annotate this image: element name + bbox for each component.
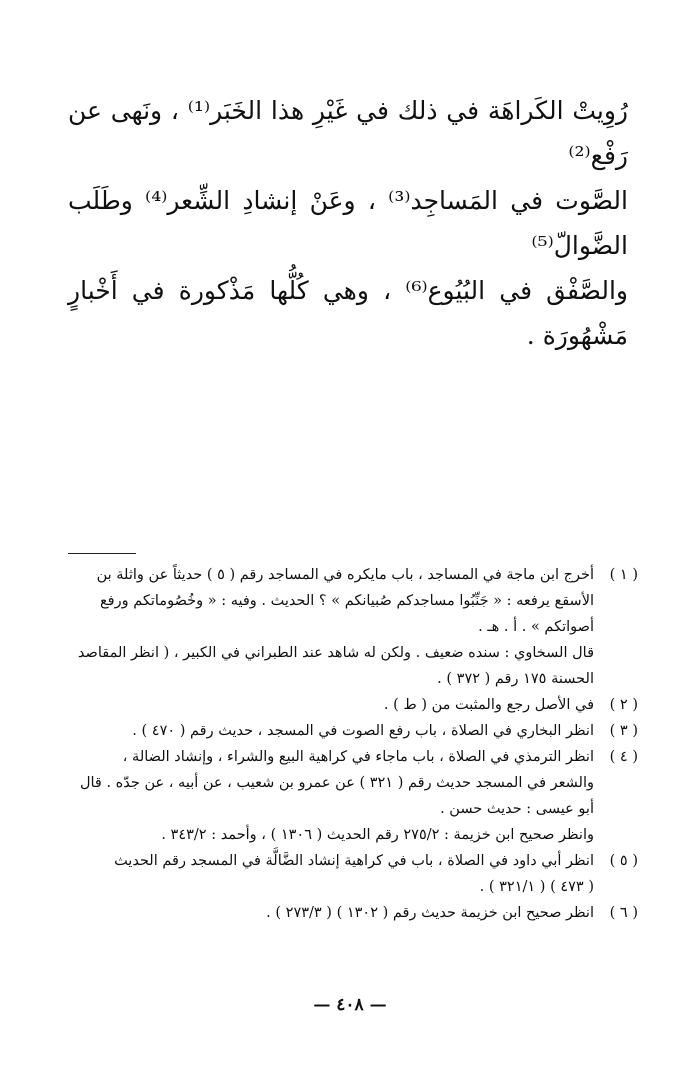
footnote-line: انظر البخاري في الصلاة ، باب رفع الصوت في المسجد ، حديث رقم ( ٤٧٠ ) . bbox=[132, 723, 594, 739]
page-number: — ٤٠٨ — bbox=[313, 995, 387, 1015]
footnote-line: انظر الترمذي في الصلاة ، باب ماجاء في كراهية البيع والشراء ، وإنشاد الضالة ، bbox=[122, 749, 594, 765]
footnote-body bbox=[52, 900, 594, 926]
main-text-line: رُوِيتْ الكَراهَة في ذلك في غَيْرِ هذا الخَبَر⁽¹⁾ ، ونَهى عن رَفْع⁽²⁾ bbox=[68, 96, 629, 170]
main-text bbox=[68, 88, 628, 358]
footnote-line: أخرج ابن ماجة في المساجد ، باب مايكره في المساجد رقم ( ٥ ) حديثاً عن واثلة بن bbox=[96, 567, 594, 583]
footnote-2 bbox=[52, 692, 638, 718]
footnote-line: انظر صحيح ابن خزيمة حديث رقم ( ١٣٠٢ ) ( ٢٧٣/٣ ) . bbox=[266, 905, 594, 921]
footnote-line: أبو عيسى : حديث حسن . bbox=[440, 801, 594, 817]
main-text-line: والصَّفْق في البُيُوع⁽⁶⁾ ، وهي كُلُّها مَذْكورة في أَخْبارٍ مَشْهُورَة . bbox=[68, 276, 628, 350]
footnote-body bbox=[52, 692, 594, 718]
main-text-line: الصَّوت في المَساجِد⁽³⁾ ، وعَنْ إنشادِ الشِّعر⁽⁴⁾ وطَلَب الضَّوالّ⁽⁵⁾ bbox=[68, 186, 628, 260]
footnote-number: ( ٦ ) bbox=[609, 905, 638, 921]
footnote-number: ( ١ ) bbox=[609, 567, 638, 583]
footnote-line: الحسنة ١٧٥ رقم ( ٣٧٢ ) . bbox=[437, 671, 594, 687]
footnote-line: في الأصل رجع والمثبت من ( ط ) . bbox=[383, 697, 594, 713]
footnote-line: ( ٤٧٣ ) ( ٣٢١/١ ) . bbox=[479, 879, 594, 895]
footnote-1 bbox=[52, 562, 638, 692]
footnote-line: قال السخاوي : سنده ضعيف . ولكن له شاهد عند الطبراني في الكبير ، ( انظر المقاصد bbox=[77, 645, 594, 661]
footnote-body bbox=[52, 718, 594, 744]
footnote-number: ( ٥ ) bbox=[609, 853, 638, 869]
footnote-number: ( ٢ ) bbox=[609, 697, 638, 713]
footnote-line: والشعر في المسجد حديث رقم ( ٣٢١ ) عن عمرو بن شعيب ، عن أبيه ، عن جدّه . قال bbox=[79, 775, 594, 791]
footnote-line: الأسقع يرفعه : « جَنِّبُوا مساجدكم صُبيانكم » ؟ الحديث . وفيه : « وخُصُوماتكم ورفع bbox=[99, 593, 594, 609]
footnote-line: أصواتكم » . أ . هـ . bbox=[478, 619, 594, 635]
footnote-line: وانظر صحيح ابن خزيمة : ٢٧٥/٢ رقم الحديث ( ١٣٠٦ ) ، وأحمد : ٣٤٣/٢ . bbox=[161, 827, 594, 843]
footnote-body bbox=[52, 562, 594, 692]
footnote-3 bbox=[52, 718, 638, 744]
footnote-line: انظر أبي داود في الصلاة ، باب في كراهية إنشاد الضَّالَّة في المسجد رقم الحديث bbox=[114, 853, 594, 869]
footnotes bbox=[52, 562, 638, 926]
footnote-body bbox=[52, 744, 594, 848]
footnote-4 bbox=[52, 744, 638, 848]
footnote-number: ( ٣ ) bbox=[609, 723, 638, 739]
footnote-5 bbox=[52, 848, 638, 900]
footnote-number: ( ٤ ) bbox=[609, 749, 638, 765]
footnote-body bbox=[52, 848, 594, 900]
footnote-6 bbox=[52, 900, 638, 926]
footnote-separator bbox=[68, 553, 136, 554]
